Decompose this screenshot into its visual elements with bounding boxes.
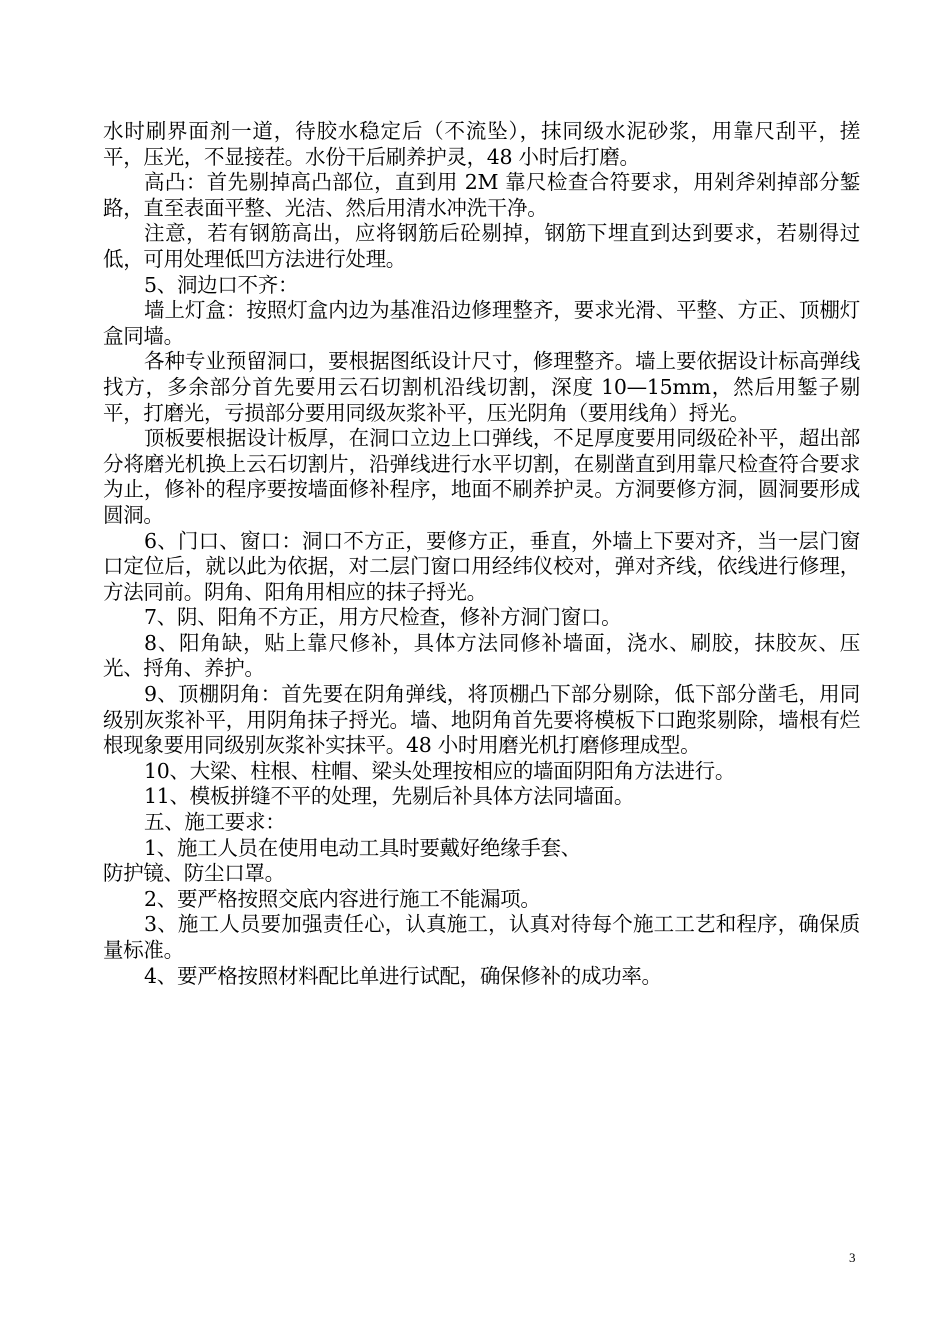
paragraph: 8、阳角缺，贴上靠尺修补，具体方法同修补墙面，浇水、刷胶，抹胶灰、压光、捋角、养护。: [103, 630, 860, 681]
page-content: [103, 119, 860, 989]
paragraph: 1、施工人员在使用电动工具时要戴好绝缘手套、: [144, 835, 581, 860]
paragraph: 水时刷界面剂一道，待胶水稳定后（不流坠），抹同级水泥砂浆，用靠尺刮平，搓平，压光，不显接茬。水份干后刷养护灵，48 小时后打磨。: [103, 119, 860, 169]
paragraph: 4、要严格按照材料配比单进行试配，确保修补的成功率。: [144, 963, 662, 988]
paragraph: 防护镜、防尘口罩。: [103, 861, 285, 886]
paragraph: 7、阴、阳角不方正，用方尺检查，修补方洞门窗口。: [144, 605, 622, 630]
paragraph: 顶板要根据设计板厚，在洞口立边上口弹线，不足厚度要用同级砼补平，超出部分将磨光机换上云石切割片，沿弹线进行水平切割，在剔凿直到用靠尺检查符合要求为止，修补的程序要按墙面修补程序，地面不刷养护灵。方洞要修方洞，圆洞要形成圆洞。: [103, 426, 860, 527]
page-number: 3: [849, 1250, 856, 1265]
paragraph: 2、要严格按照交底内容进行施工不能漏项。: [144, 886, 541, 911]
paragraph: 高凸：首先剔掉高凸部位，直到用 2M 靠尺检查合符要求，用剁斧剁掉部分錾路，直至表面平整、光洁、然后用清水冲洗干净。: [103, 170, 860, 220]
paragraph: 5、洞边口不齐：: [144, 272, 299, 297]
paragraph: 6、门口、窗口：洞口不方正，要修方正，垂直，外墙上下要对齐，当一层门窗口定位后，就以此为依据，对二层门窗口用经纬仪校对，弹对齐线，依线进行修理，方法同前。阴角、阳角用相应的抹子捋光。: [103, 528, 860, 604]
paragraph: 注意，若有钢筋高出，应将钢筋后砼剔掉，钢筋下埋直到达到要求，若剔得过低，可用处理低凹方法进行处理。: [103, 221, 860, 271]
paragraph: 10、大梁、柱根、柱帽、梁头处理按相应的墙面阴阳角方法进行。: [144, 758, 736, 783]
paragraph: 五、施工要求：: [144, 810, 286, 835]
paragraph: 11、模板拼缝不平的处理，先剔后补具体方法同墙面。: [144, 784, 635, 809]
paragraph: 9、顶棚阴角：首先要在阴角弹线，将顶棚凸下部分剔除，低下部分凿毛，用同级别灰浆补平，用阴角抹子捋光。墙、地阴角首先要将模板下口跑浆剔除，墙根有烂根现象要用同级别灰浆补实抹平。48 小时用磨光机打磨修理成型。: [103, 682, 860, 758]
paragraph: 各种专业预留洞口，要根据图纸设计尺寸，修理整齐。墙上要依据设计标高弹线找方，多余部分首先要用云石切割机沿线切割，深度 10—15mm，然后用錾子剔平，打磨光，亏损部分要用同级灰浆补平，压光阴角（要用线角）捋光。: [103, 349, 860, 425]
paragraph: 墙上灯盒：按照灯盒内边为基准沿边修理整齐，要求光滑、平整、方正、顶棚灯盒同墙。: [103, 298, 860, 348]
paragraph: 3、施工人员要加强责任心，认真施工，认真对待每个施工工艺和程序，确保质量标准。: [103, 912, 860, 962]
